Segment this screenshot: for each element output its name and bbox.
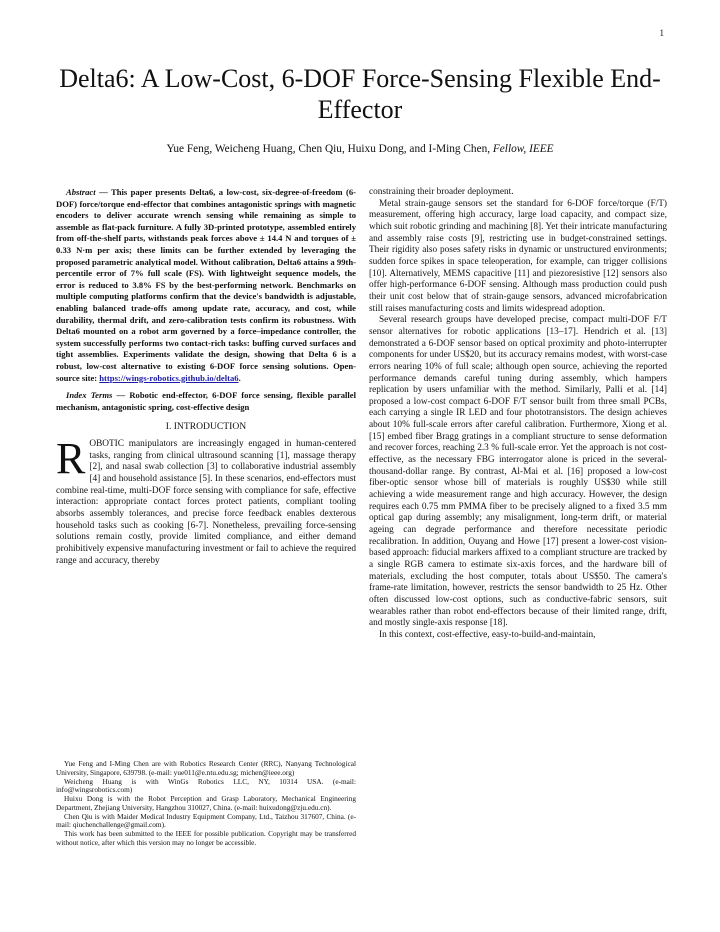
- footnote: Weicheng Huang is with WinGs Robotics LLC, NY, 10314 USA. (e-mail: info@wingsrobotics.com): [56, 776, 356, 795]
- index-terms-label: Index Terms: [66, 390, 113, 401]
- left-column: [56, 187, 356, 567]
- body-paragraph: constraining their broader deployment.: [369, 187, 514, 197]
- body-paragraph: Several research groups have developed precise, compact multi-DOF F/T sensor alternatives for robotic applications [13–17]. Hendrich et al. [13] demonstrated a 6-DOF sensor based on optical proximity and photo-interrupter components for under US$20, but its accuracy remains modest, with worst-case errors nearing 10% of full scale; although open source, achieving the reported performance demands careful tuning during assembly, which hampers replication by users unfamiliar with the method. Similarly, Palli et al. [14] proposed a low-cost compact 6-DOF F/T sensor built from three small PCBs, each carrying a single IR LED and four phototransistors. The design achieves about 10% full-scale errors after careful calibration. Furthermore, Xiong et al. [15] embed fiber Bragg gratings in a compliant structure to sense deformation and recover forces, reaching 2.3 % full-scale error. Yet the approach is not cost-effective, as the necessary FBG interrogator alone is priced in the several-thousand-dollar range. By contrast, Al-Mai et al. [16] proposed a low-cost fiber-optic sensor whose bill of materials is roughly US$30 while still achieving a wide measurement range and high accuracy. However, the design requires each 0.75 mm PMMA fiber to be precisely aligned to a fixed 3.5 mm optical gap during assembly; any misalignment, long-term drift, or material ageing can degrade performance and therefore necessitate periodic recalibration. In addition, Ouyang and Howe [17] present a lower-cost vision-based approach: fiducial markers affixed to a compliant structure are tracked by a single RGB camera to estimate six-axis forces, and the hardware bill of materials, excluding the host computer, totals about US$50. The camera's frame-rate limitation, however, restricts the sensor bandwidth to 25 Hz. Other often discussed low-cost options, such as conductive-fabric sensors, suit wearables rather than robot end-effectors because of their limited range, drift, and mostly single-axis response [18].: [369, 315, 667, 629]
- footnote: Chen Qiu is with Maider Medical Industry Equipment Company, Ltd., Taizhou 317607, China. (e-mail: qiuchenchallenge@gmail.com).: [56, 811, 356, 830]
- abstract-label: Abstract: [66, 187, 96, 197]
- index-terms-text: — Robotic end-effector, 6-DOF force sensing, flexible parallel mechanism, antagonistic spring, cost-effective design: [56, 390, 357, 412]
- body-paragraph: In this context, cost-effective, easy-to-build-and-maintain,: [379, 629, 596, 640]
- author-list: [50, 143, 670, 155]
- right-column: [369, 187, 667, 642]
- drop-cap: R: [56, 433, 86, 483]
- body-paragraph: Metal strain-gauge sensors set the standard for 6-DOF force/torque (F/T) measurement, offering high accuracy, large load capacity, and compact size, which suit robotic grinding and machining [8]. Yet their intricate manufacturing and assembly raise costs [9], restricting use in budget-constrained settings. Their rigidity also poses safety risks in dynamic or unstructured environments; sudden force spikes in space teleoperation, for example, can trigger collisions [10]. Alternatively, MEMS capacitive [11] and piezoresistive [12] sensors also offer high-performance 6-DOF sensing. Although mass production could push their unit cost below that of strain-gauge sensors, advanced microfabrication still raises manufacturing costs and limits widespread adoption.: [369, 198, 667, 314]
- footnotes: [56, 760, 356, 848]
- author-fellow: Fellow, IEEE: [492, 143, 554, 155]
- project-site-link[interactable]: https://wings-robotics.github.io/delta6: [99, 372, 239, 383]
- footnote: This work has been submitted to the IEEE for possible publication. Copyright may be transferred without notice, after which this version may no longer be accessible.: [56, 829, 356, 847]
- author-names: Yue Feng, Weicheng Huang, Chen Qiu, Huixu Dong, and I-Ming Chen,: [166, 143, 491, 155]
- abstract-text: — This paper presents Delta6, a low-cost, six-degree-of-freedom (6-DOF) force/torque end-effector that combines antagonistic springs with magnetic encoders to deliver accurate wrench sensing while remaining as simple to assemble as flat-pack furniture. A fully 3D-printed prototype, assembled entirely from off-the-shelf parts, withstands peak forces above ± 14.4 N and torques of ± 0.33 N·m per axis; these limits can be further extended by leveraging the proposed parametric analytical model. Without calibration, Delta6 attains a 99th-percentile error of 7% full scale (FS). With lightweight sequence models, the error is reduced to 3.8% FS by the best-performing network. Benchmarks on multiple computing platforms confirm that the device's bandwidth is adjustable, enabling balanced trade-offs among update rate, accuracy, and cost, while durability, thermal drift, and zero-calibration tests confirm its robustness. With Delta6 mounted on a robot arm governed by a force–impedance controller, the system successfully performs two contact-rich tasks: buffing curved surfaces and tight assemblies. Experiments validate the design, showing that Delta 6 is a robust, low-cost alternative to existing 6-DOF force sensing solutions. Open-source site:: [56, 187, 356, 383]
- intro-paragraph: [56, 433, 356, 567]
- footnote: Yue Feng and I-Ming Chen are with Robotics Research Center (RRC), Nanyang Technological University, Singapore, 639798. (e-mail: yue011@e.ntu.edu.sg; michen@ieee.org): [56, 759, 356, 777]
- index-terms: [56, 390, 356, 413]
- section-heading: I. INTRODUCTION: [165, 421, 247, 433]
- paper-title: Delta6: A Low-Cost, 6-DOF Force-Sensing Flexible End-Effector: [59, 64, 661, 124]
- intro-text: OBOTIC manipulators are increasingly engaged in human-centered tasks, ranging from clinical ultrasound scanning [1], massage therapy [2], and nasal swab collection [3] to collaborative industrial assembly [4] and household assistance [5]. In these scenarios, end-effectors must combine real-time, multi-DOF force sensing with compliance for safe, effective interaction: appropriate contact forces protect patients, compliant tooling absorbs assembly tolerances, and precise force feedback enables dexterous household tasks such as cooking [6-7]. Nonetheless, prevailing force-sensing solutions remain costly, provide limited compliance, and either demand prohibitively expensive manufacturing investment or fail to achieve the required range and accuracy, thereby: [56, 438, 356, 566]
- abstract-end: .: [238, 372, 241, 383]
- abstract: [56, 187, 356, 384]
- page-number: 1: [659, 28, 664, 38]
- footnote: Huixu Dong is with the Robot Perception and Grasp Laboratory, Mechanical Engineering Department, Zhejiang University, Hangzhou 310027, China. (e-mail: huixudong@zju.edu.cn).: [56, 794, 356, 812]
